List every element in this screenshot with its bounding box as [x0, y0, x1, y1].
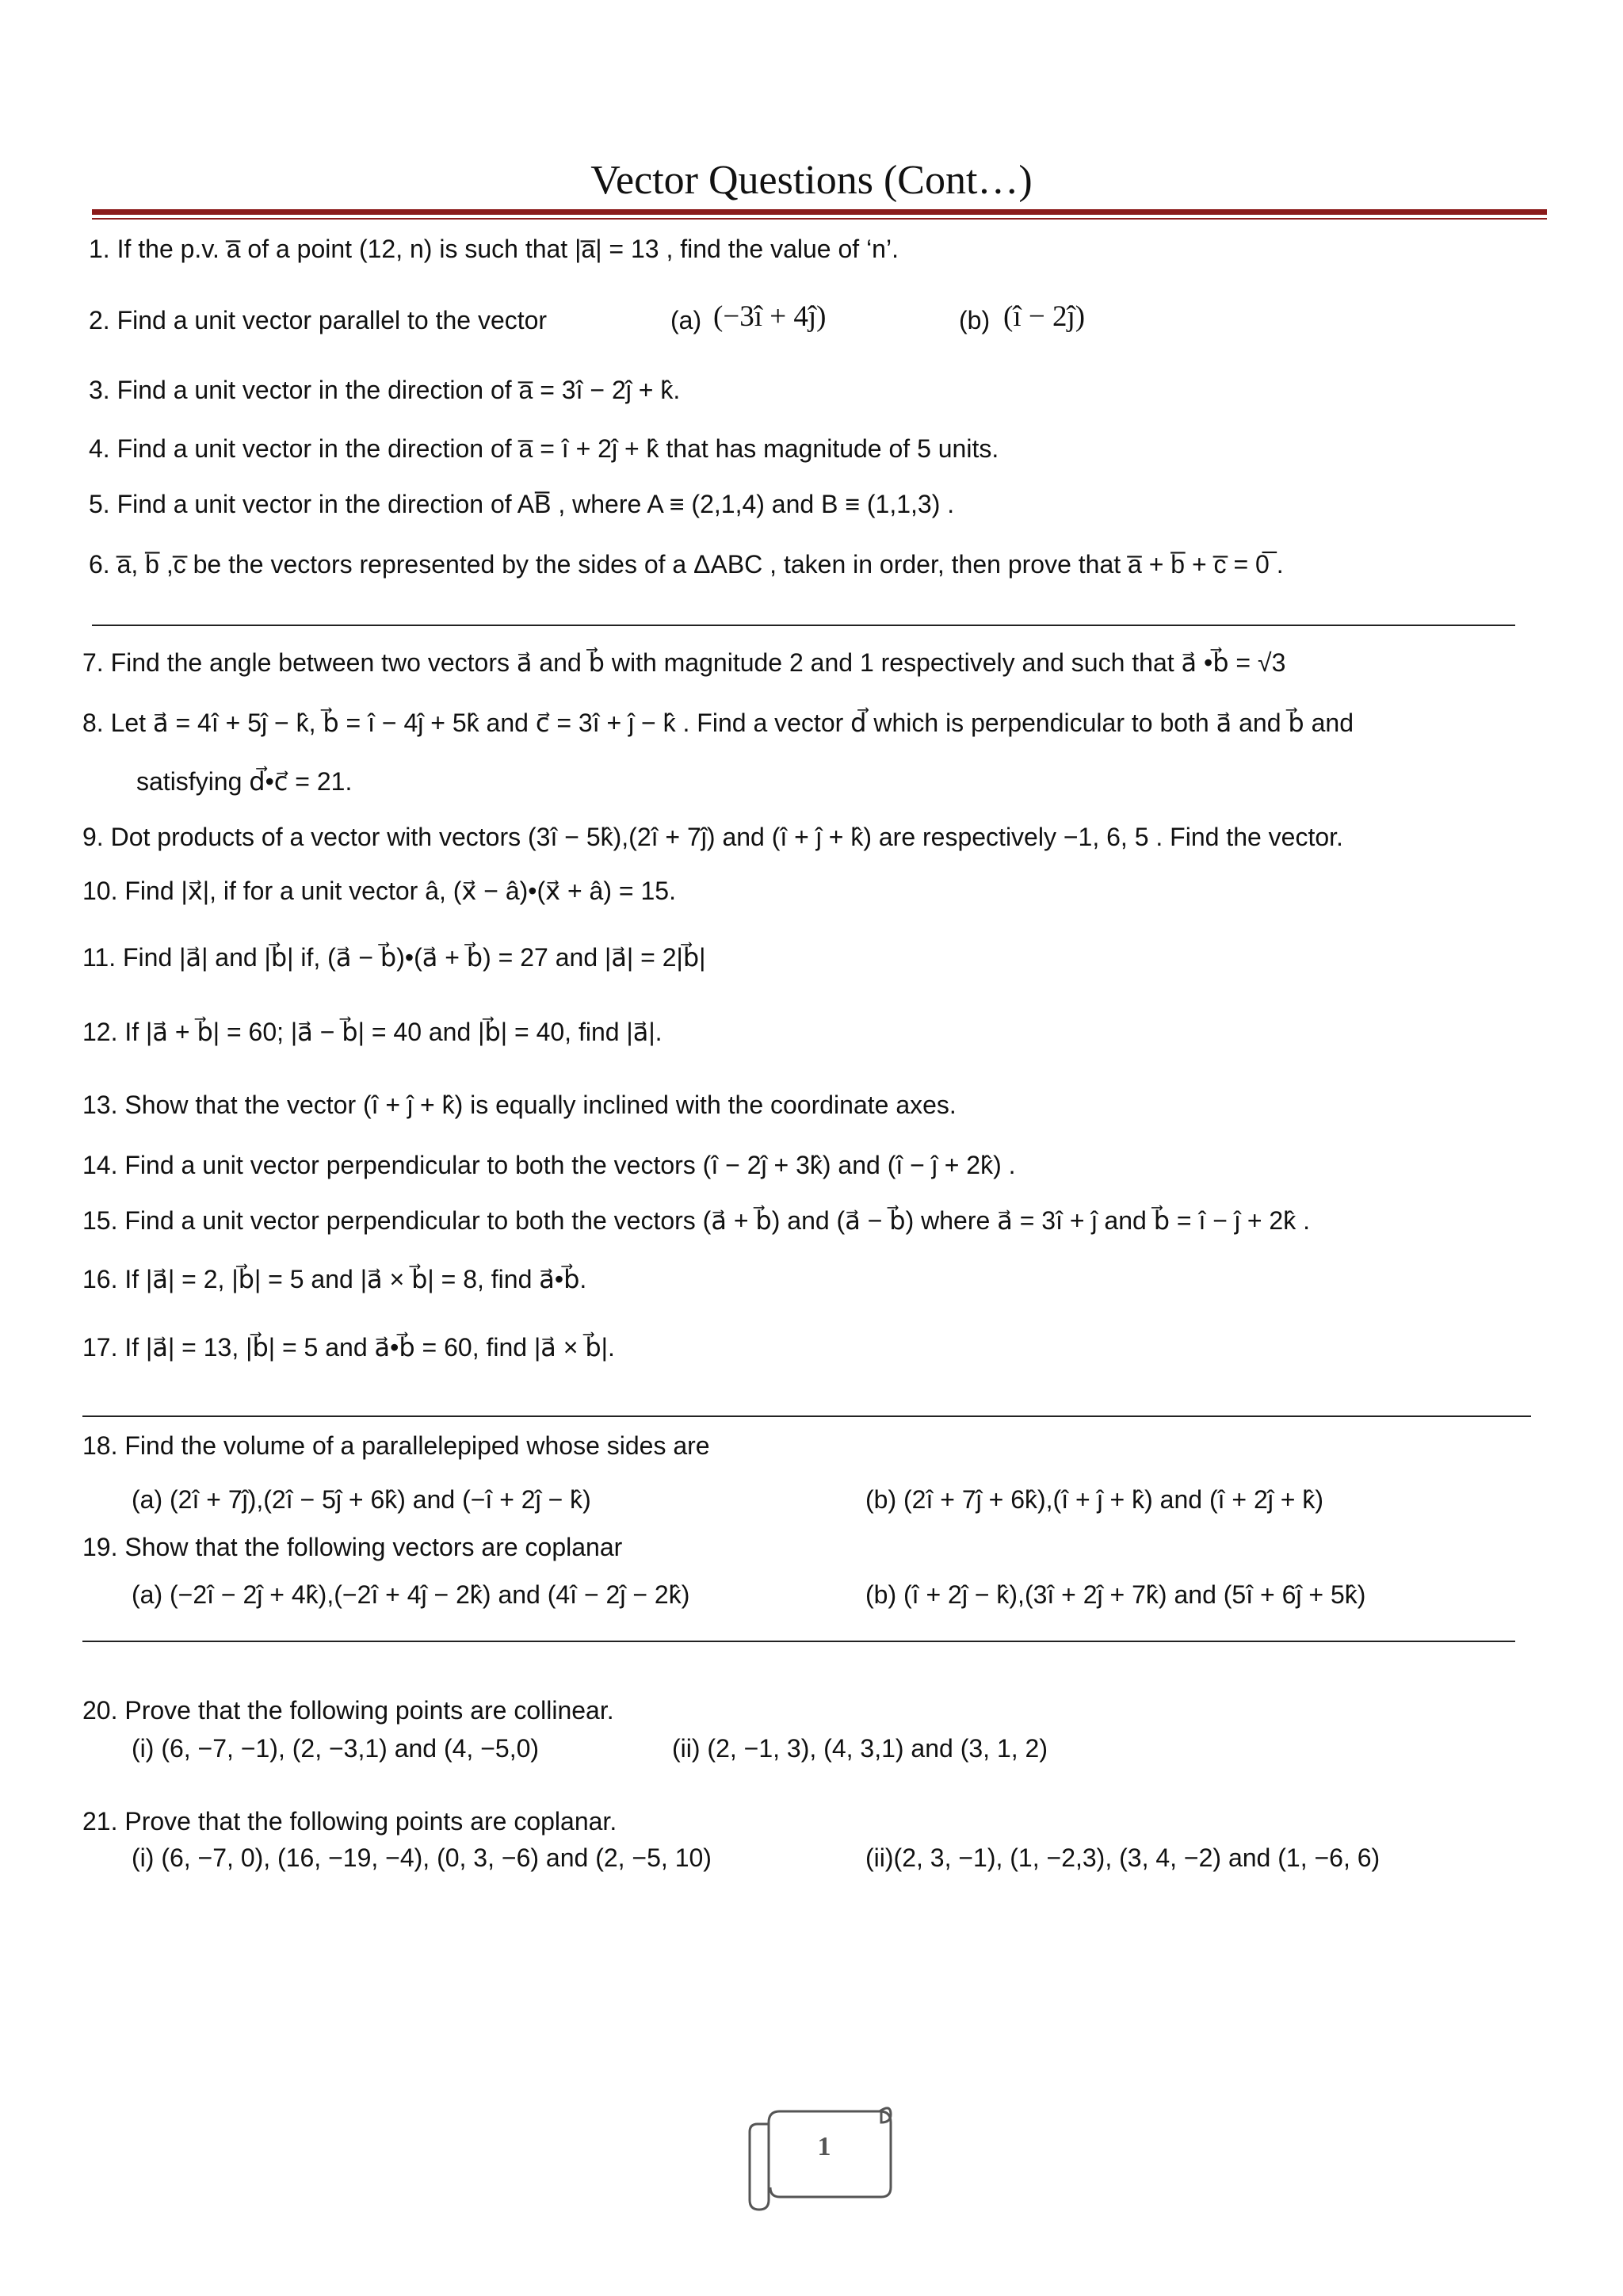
- question-21-part-i: (i) (6, −7, 0), (16, −19, −4), (0, 3, −6) and (2, −5, 10): [132, 1843, 712, 1872]
- question-19-option-b: (b) (î + 2ĵ − k̂),(3î + 2ĵ + 7k̂) and (5î + 6ĵ + 5k̂): [865, 1580, 1366, 1609]
- question-5: 5. Find a unit vector in the direction of AB̅ , where A ≡ (2,1,4) and B ≡ (1,1,3) .: [89, 490, 955, 518]
- question-1: 1. If the p.v. a̅ of a point (12, n) is such that |a̅| = 13 , find the value of ‘n’.: [89, 235, 899, 263]
- question-12: 12. If |a⃗ + b⃗| = 60; |a⃗ − b⃗| = 40 and |b⃗| = 40, find |a⃗|.: [82, 1018, 663, 1046]
- question-14: 14. Find a unit vector perpendicular to both the vectors (î − 2ĵ + 3k̂) and (î − ĵ + 2k̂) .: [82, 1151, 1016, 1179]
- question-21: 21. Prove that the following points are coplanar.: [82, 1807, 617, 1836]
- question-21-part-ii: (ii)(2, 3, −1), (1, −2,3), (3, 4, −2) and (1, −6, 6): [865, 1843, 1381, 1872]
- page-title: Vector Questions (Cont…): [590, 158, 1033, 203]
- page-number: 1: [817, 2132, 831, 2161]
- question-9: 9. Dot products of a vector with vectors (3î − 5k̂),(2î + 7ĵ) and (î + ĵ + k̂) are respectively −1, 6, 5 . Find the vector.: [82, 823, 1343, 851]
- title-rule-thick: [92, 209, 1547, 215]
- question-16: 16. If |a⃗| = 2, |b⃗| = 5 and |a⃗ × b⃗| = 8, find a⃗•b⃗.: [82, 1265, 587, 1293]
- question-4: 4. Find a unit vector in the direction of a̅ = î + 2ĵ + k̂ that has magnitude of 5 units.: [89, 434, 999, 463]
- question-2-option-a: (−3î + 4ĵ): [713, 300, 827, 333]
- question-20: 20. Prove that the following points are collinear.: [82, 1696, 614, 1725]
- question-2-option-a-label: (a): [670, 306, 702, 334]
- question-3: 3. Find a unit vector in the direction of a̅ = 3î − 2ĵ + k̂.: [89, 376, 681, 404]
- question-11: 11. Find |a⃗| and |b⃗| if, (a⃗ − b⃗)•(a⃗ + b⃗) = 27 and |a⃗| = 2|b⃗|: [82, 943, 706, 972]
- question-19-option-a: (a) (−2î − 2ĵ + 4k̂),(−2î + 4ĵ − 2k̂) and (4î − 2ĵ − 2k̂): [132, 1580, 690, 1609]
- question-18-option-b: (b) (2î + 7ĵ + 6k̂),(î + ĵ + k̂) and (î + 2ĵ + k̂): [865, 1485, 1323, 1514]
- question-20-part-i: (i) (6, −7, −1), (2, −3,1) and (4, −5,0): [132, 1734, 540, 1763]
- question-2-option-b: (î − 2ĵ): [1003, 300, 1086, 333]
- question-15: 15. Find a unit vector perpendicular to both the vectors (a⃗ + b⃗) and (a⃗ − b⃗) where a⃗ = 3î + ĵ and b⃗ = î − ĵ + 2k̂ .: [82, 1206, 1310, 1235]
- question-17: 17. If |a⃗| = 13, |b⃗| = 5 and a⃗•b⃗ = 60, find |a⃗ × b⃗|.: [82, 1333, 615, 1362]
- question-18: 18. Find the volume of a parallelepiped whose sides are: [82, 1431, 710, 1460]
- question-18-option-a: (a) (2î + 7ĵ),(2î − 5ĵ + 6k̂) and (−î + 2ĵ − k̂): [132, 1485, 591, 1514]
- question-2: 2. Find a unit vector parallel to the vector: [89, 306, 548, 334]
- title-rule-thin: [92, 218, 1547, 220]
- question-8-continued: satisfying d⃗•c⃗ = 21.: [136, 767, 353, 796]
- question-6: 6. a̅, b̅ ,c̅ be the vectors represented by the sides of a ΔABC , taken in order, then prove that a̅ + b̅ + c̅ = 0̅ .: [89, 550, 1284, 579]
- question-2-option-b-label: (b): [959, 306, 991, 334]
- question-13: 13. Show that the vector (î + ĵ + k̂) is equally inclined with the coordinate axes.: [82, 1091, 957, 1119]
- section-divider-2: [82, 1415, 1531, 1417]
- question-20-part-ii: (ii) (2, −1, 3), (4, 3,1) and (3, 1, 2): [672, 1734, 1048, 1763]
- section-divider-3: [82, 1641, 1515, 1642]
- question-10: 10. Find |x⃗|, if for a unit vector â, (x⃗ − â)•(x⃗ + â) = 15.: [82, 877, 676, 905]
- question-7: 7. Find the angle between two vectors a⃗ and b⃗ with magnitude 2 and 1 respectively and such that a⃗ •b⃗ = √3: [82, 648, 1286, 677]
- section-divider-1: [92, 625, 1515, 626]
- question-8: 8. Let a⃗ = 4î + 5ĵ − k̂, b⃗ = î − 4ĵ + 5k̂ and c⃗ = 3î + ĵ − k̂ . Find a vector d⃗ which is perpendicular to both a⃗ and b⃗ and: [82, 709, 1354, 737]
- question-19: 19. Show that the following vectors are coplanar: [82, 1533, 623, 1561]
